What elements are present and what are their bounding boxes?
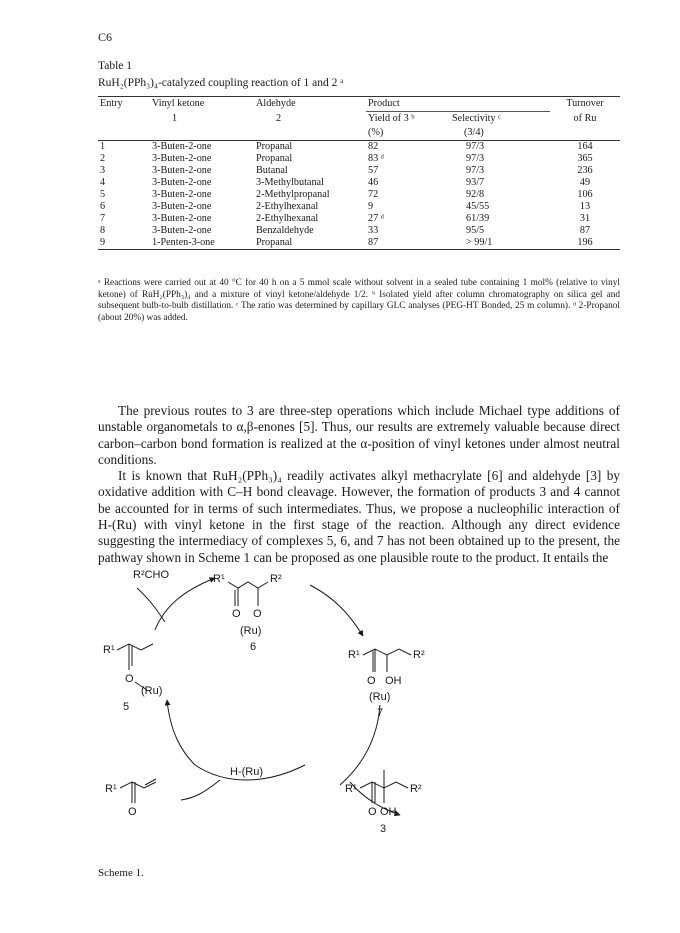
complex6-o1: O — [232, 608, 241, 620]
complex6-number: 6 — [250, 641, 257, 653]
cell-yield: 72 — [368, 189, 379, 200]
cell-ketone: 3-Buten-2-one — [152, 165, 212, 176]
body-text — [98, 403, 620, 566]
vinyl-ketone-r1: R¹ — [105, 783, 117, 795]
table-row — [98, 225, 620, 237]
cell-turnover: 106 — [577, 189, 593, 200]
header-vinyl-ketone: Vinyl ketone — [152, 98, 205, 109]
complex7-ru: (Ru) — [369, 691, 391, 703]
cell-turnover: 164 — [577, 141, 593, 152]
header-yield-unit: (%) — [368, 127, 384, 138]
header-vinyl-ketone-num: 1 — [172, 112, 178, 124]
complex6-r1: R¹ — [213, 573, 225, 585]
complex5-ru: (Ru) — [141, 685, 163, 697]
page-number: C6 — [98, 30, 113, 44]
complex6-ru: (Ru) — [240, 625, 262, 637]
cell-ketone: 3-Buten-2-one — [152, 141, 212, 152]
cell-selectivity: 97/3 — [466, 141, 485, 152]
table-label: Table 1 — [98, 60, 133, 72]
results-table — [98, 96, 620, 250]
cell-selectivity: 45/55 — [466, 201, 490, 212]
cell-yield: 87 — [368, 237, 379, 248]
cell-yield: 82 — [368, 141, 379, 152]
table-row — [98, 213, 620, 225]
cell-turnover: 196 — [577, 237, 593, 248]
scheme-label: Scheme 1. — [98, 867, 144, 879]
product3-oh: OH — [380, 806, 397, 818]
cell-turnover: 236 — [577, 165, 593, 176]
paragraph: The previous routes to 3 are three-step operations which include Michael type additions of unstable organometals to α,β-enones [5]. Thus, our results are extremely valuable because direct carbon–carbon bond formation is realized at the α-position of vinyl ketones under almost neutral conditions. — [98, 403, 620, 467]
cell-entry: 4 — [100, 177, 106, 188]
hydride-ru: H-(Ru) — [230, 766, 263, 778]
table-footnotes: ᵃ Reactions were carried out at 40 °C for 40 h on a 5 mmol scale without solvent in a sealed tube containing 1 mol% (relative to vinyl ketone) of RuH₂(PPh₃)₄ and a mixture of vinyl ketone/aldehyde 1/2. ᵇ Isolated yield after column chromatography on silica gel and subsequent bulb-to-bulb distillation. ᶜ The ratio was determined by capillary GLC analyses (PEG-HT Bonded, 25 m column). ᵈ 2-Propanol (about 20%) was added. — [98, 278, 620, 323]
header-turnover-sub: of Ru — [573, 112, 597, 124]
cell-selectivity: 97/3 — [466, 165, 485, 176]
cell-selectivity: > 99/1 — [466, 237, 493, 248]
table-row — [98, 141, 620, 154]
cell-entry: 2 — [100, 153, 106, 164]
cell-aldehyde: 2-Ethylhexanal — [256, 213, 319, 224]
cell-selectivity: 92/8 — [466, 189, 485, 200]
product3-number: 3 — [380, 823, 387, 835]
header-yield: Yield of 3 ᵇ — [366, 112, 450, 127]
complex7-r2: R² — [413, 649, 425, 661]
cell-entry: 7 — [100, 213, 106, 224]
cell-aldehyde: Propanal — [256, 237, 293, 248]
cell-entry: 8 — [100, 225, 106, 236]
cell-entry: 3 — [100, 165, 106, 176]
header-aldehyde: Aldehyde — [256, 98, 296, 109]
cell-turnover: 49 — [579, 177, 591, 188]
cell-entry: 6 — [100, 201, 106, 212]
cell-ketone: 3-Buten-2-one — [152, 153, 212, 164]
product3-r2: R² — [410, 783, 422, 795]
cell-entry: 1 — [100, 141, 106, 152]
complex7-number: 7 — [377, 707, 384, 719]
product3-r1: R¹ — [345, 783, 357, 795]
table-row — [98, 201, 620, 213]
cell-selectivity: 93/7 — [466, 177, 485, 188]
scheme-aldehyde: R²CHO — [133, 569, 170, 581]
cell-ketone: 3-Buten-2-one — [152, 201, 212, 212]
header-selectivity-ratio: (3/4) — [464, 127, 484, 138]
cell-ketone: 1-Penten-3-one — [152, 237, 215, 248]
cell-turnover: 13 — [579, 201, 591, 212]
cell-aldehyde: Butanal — [256, 165, 288, 176]
table-row — [98, 189, 620, 201]
cell-entry: 5 — [100, 189, 106, 200]
header-turnover: Turnover — [566, 98, 604, 109]
vinyl-ketone-o: O — [128, 806, 137, 818]
cell-aldehyde: 2-Ethylhexanal — [256, 201, 319, 212]
complex7-o: O — [367, 675, 376, 687]
cell-yield: 27 ᵈ — [368, 213, 384, 224]
cell-yield: 83 ᵈ — [368, 153, 384, 164]
cell-aldehyde: 3-Methylbutanal — [256, 177, 324, 188]
cell-selectivity: 61/39 — [466, 213, 490, 224]
cell-turnover: 31 — [579, 213, 591, 224]
scheme-1 — [95, 560, 475, 860]
product3-o: O — [368, 806, 377, 818]
complex6-r2: R² — [270, 573, 282, 585]
header-entry: Entry — [100, 98, 123, 109]
complex5-o: O — [125, 673, 134, 685]
cell-yield: 57 — [368, 165, 379, 176]
cell-aldehyde: Propanal — [256, 141, 293, 152]
paragraph: It is known that RuH₂(PPh₃)₄ readily activates alkyl methacrylate [6] and aldehyde [3] by oxidative addition with C–H bond cleavage. However, the formation of products 3 and 4 cannot be accounted for in terms of such intermediates. Thus, we propose a nucleophilic interaction of H-(Ru) with vinyl ketone in the first stage of the reaction. Although any direct evidence suggesting the intermediacy of complexes 5, 6, and 7 has not been obtained up to the present, the pathway shown in Scheme 1 can be proposed as one plausible route to the product. It entails the — [98, 468, 620, 565]
cell-aldehyde: 2-Methylpropanal — [256, 189, 330, 200]
cell-turnover: 365 — [577, 153, 593, 164]
scheme-diagram — [95, 560, 475, 860]
cell-aldehyde: Propanal — [256, 153, 293, 164]
table-row — [98, 153, 620, 165]
table-row — [98, 177, 620, 189]
header-selectivity: Selectivity ᶜ — [450, 112, 550, 127]
cell-yield: 9 — [368, 201, 374, 212]
cell-turnover: 87 — [579, 225, 591, 236]
complex6-o2: O — [253, 608, 262, 620]
cell-ketone: 3-Buten-2-one — [152, 189, 212, 200]
cell-ketone: 3-Buten-2-one — [152, 225, 212, 236]
cell-yield: 46 — [368, 177, 379, 188]
cell-selectivity: 97/3 — [466, 153, 485, 164]
complex7-oh: OH — [385, 675, 402, 687]
table-row — [98, 165, 620, 177]
cell-aldehyde: Benzaldehyde — [256, 225, 314, 236]
table-row — [98, 237, 620, 250]
cell-entry: 9 — [100, 237, 106, 248]
header-aldehyde-num: 2 — [276, 112, 282, 124]
cell-ketone: 3-Buten-2-one — [152, 213, 212, 224]
complex7-r1: R¹ — [348, 649, 360, 661]
cell-yield: 33 — [368, 225, 379, 236]
header-product: Product — [368, 98, 400, 109]
cell-ketone: 3-Buten-2-one — [152, 177, 212, 188]
complex5-r1: R¹ — [103, 644, 115, 656]
table-caption: RuH₂(PPh₃)₄-catalyzed coupling reaction of 1 and 2 ᵃ — [98, 77, 344, 89]
complex5-number: 5 — [123, 701, 130, 713]
cell-selectivity: 95/5 — [466, 225, 485, 236]
